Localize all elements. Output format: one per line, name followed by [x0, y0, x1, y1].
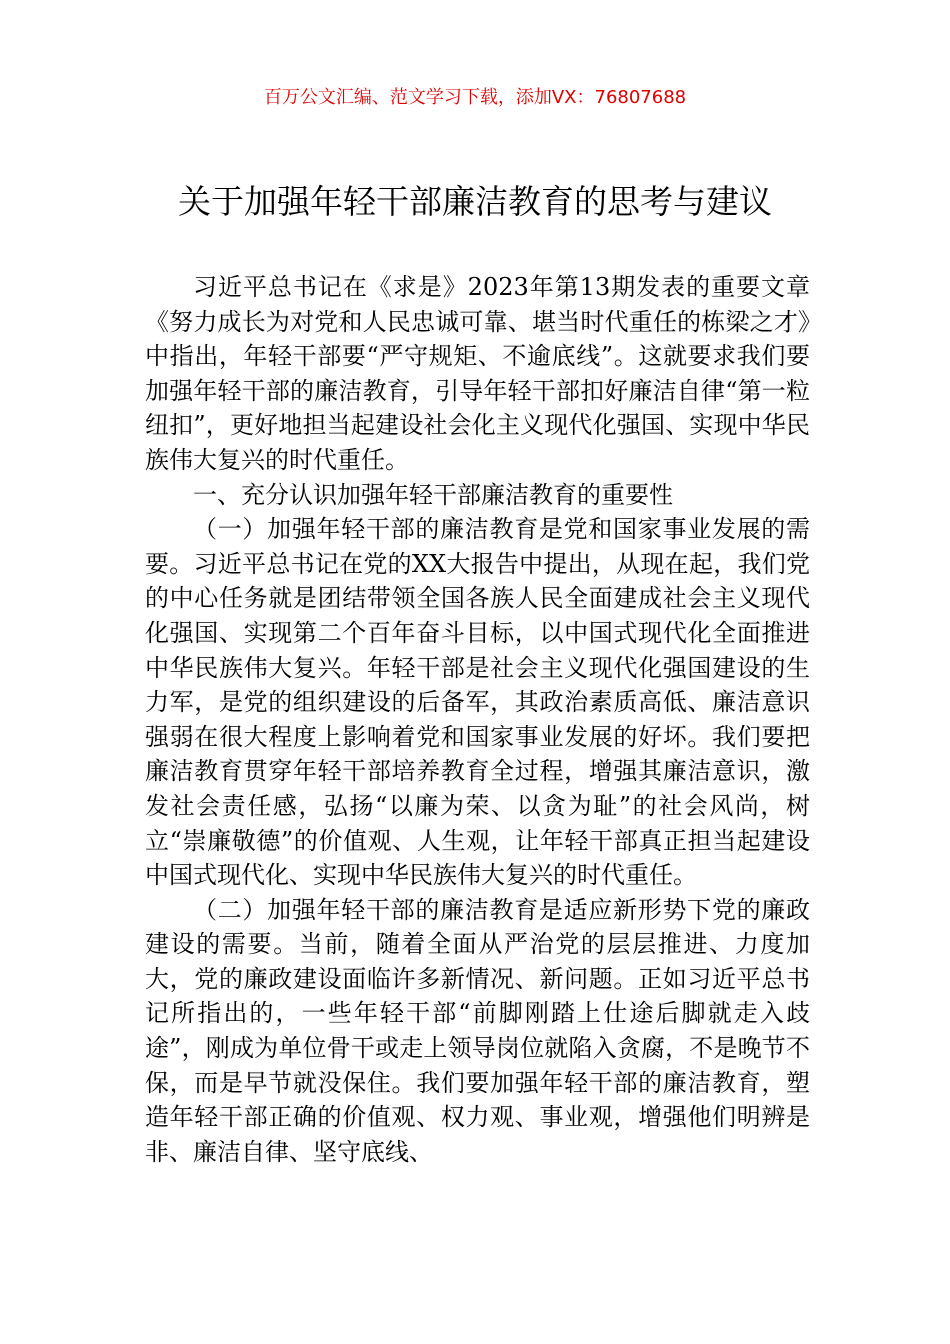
section-heading-1: 一、充分认识加强年轻干部廉洁教育的重要性	[193, 480, 673, 509]
document-title: 关于加强年轻干部廉洁教育的思考与建议	[178, 182, 772, 221]
subsection-paragraph-2: （二）加强年轻干部的廉洁教育是适应新形势下党的廉政建设的需要。当前，随着全面从严治党的层层推进、力度加大，党的廉政建设面临许多新情况、新问题。正如习近平总书记所指出的，一些年轻干部“前脚刚踏上仕途后脚就走入歧途”，刚成为单位骨干或走上领导岗位就陷入贪腐，不是晚节不保，而是早节就没保住。我们要加强年轻干部的廉洁教育，塑造年轻干部正确的价值观、权力观、事业观，增强他们明辨是非、廉洁自律、坚守底线、	[145, 895, 810, 1166]
document-body	[145, 270, 810, 1169]
subsection-paragraph-1: （一）加强年轻干部的廉洁教育是党和国家事业发展的需要。习近平总书记在党的XX大报告中提出，从现在起，我们党的中心任务就是团结带领全国各族人民全面建成社会主义现代化强国、实现第二个百年奋斗目标，以中国式现代化全面推进中华民族伟大复兴。年轻干部是社会主义现代化强国建设的生力军，是党的组织建设的后备军，其政治素质高低、廉洁意识强弱在很大程度上影响着党和国家事业发展的好坏。我们要把廉洁教育贯穿年轻干部培养教育全过程，增强其廉洁意识，激发社会责任感，弘扬“以廉为荣、以贪为耻”的社会风尚，树立“崇廉敬德”的价值观、人生观，让年轻干部真正担当起建设中国式现代化、实现中华民族伟大复兴的时代重任。	[145, 515, 810, 890]
download-notice: 百万公文汇编、范文学习下载，添加VX：76807688	[263, 87, 687, 108]
intro-paragraph: 习近平总书记在《求是》2023年第13期发表的重要文章《努力成长为对党和人民忠诚可靠、堪当时代重任的栋梁之才》中指出，年轻干部要“严守规矩、不逾底线”。这就要求我们要加强年轻干部的廉洁教育，引导年轻干部扣好廉洁自律“第一粒纽扣”，更好地担当起建设社会化主义现代化强国、实现中华民族伟大复兴的时代重任。	[145, 273, 810, 474]
